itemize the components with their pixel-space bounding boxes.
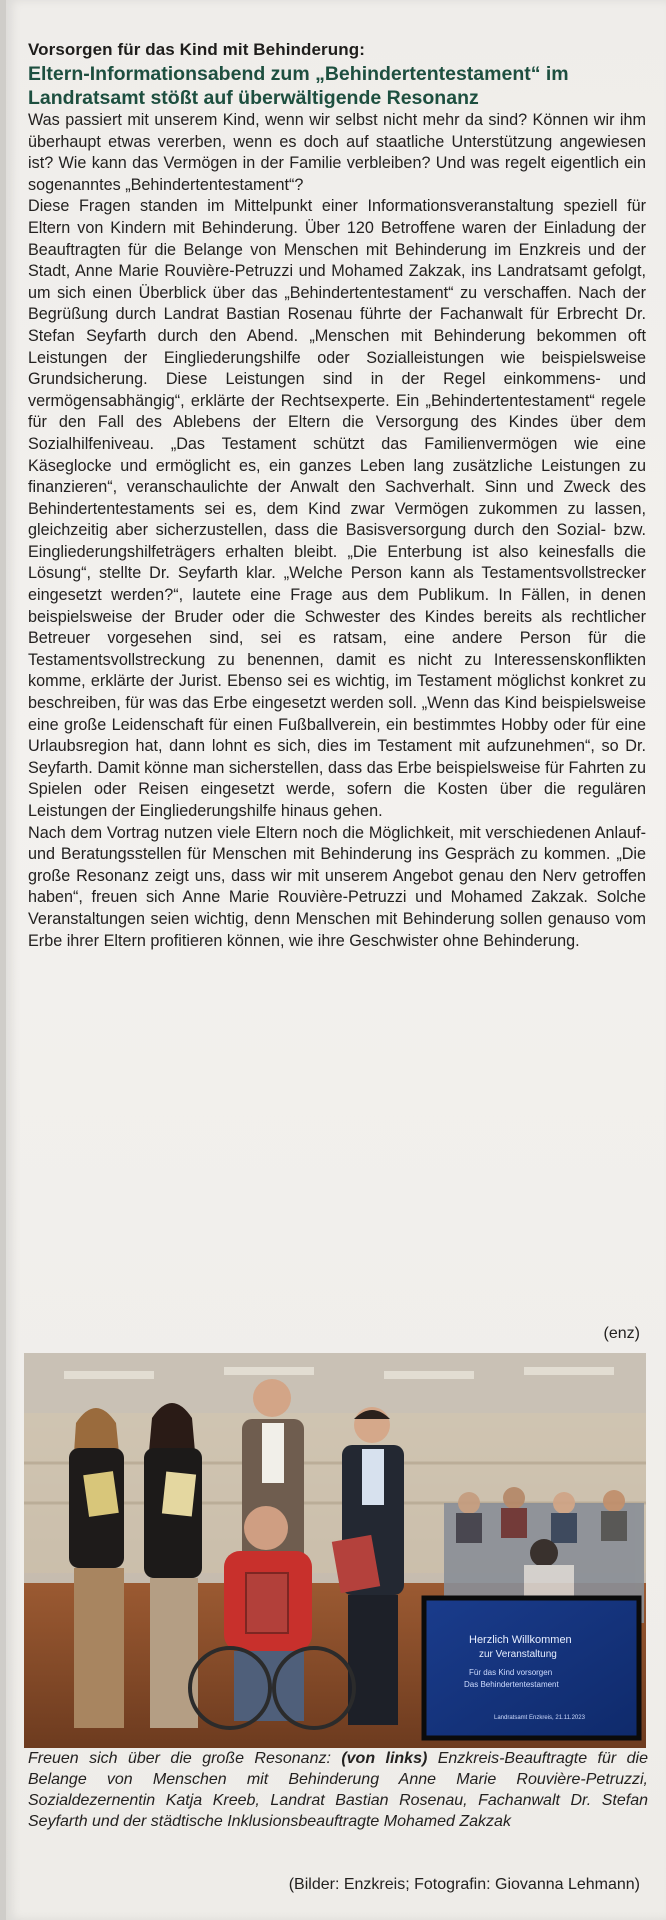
article-paragraph-main: Diese Fragen standen im Mittelpunkt einer Informationsveranstaltung speziell für Eltern von Kindern mit Behinderung. Über 120 Betroffene waren der Einladung der Beauftragten für die Belange von Menschen mit Behinderung im Enzkreis und der Stadt, Anne Marie Rouvière-Petruzzi und Mohamed Zakzak, ins Landratsamt gefolgt, um sich einen Überblick über das „Behindertentestament“ zu verschaffen. Nach der Begrüßung durch Landrat Bastian Rosenau führte der Fachanwalt für Erbrecht Dr. Stefan Seyfarth durch den Abend. „Menschen mit Behinderung bekommen oft Leistungen der Eingliederungshilfe oder Sozialleistungen wie beispielsweise Grundsicherung. Diese Leistungen sind in der Regel einkommens- und vermögensabhängig“, erklärte der Rechtsexperte. Ein „Behindertentestament“ regele für den Fall des Ablebens der Eltern die Versorgung des Kindes über dem Sozialhilfeniveau. „Das Testament schützt das Familienvermögen wie eine Käseglocke und ermöglicht es, ein ganzes Leben lang zusätzliche Leistungen zu finanzieren“, veranschaulichte der Anwalt den Sachverhalt. Sinn und Zweck des Behindertentestaments sei es, dem Kind zwar Vermögen zukommen zu lassen, gleichzeitig aber sicherzustellen, dass die Basisversorgung durch den Sozial- bzw. Eingliederungshilfeträgers erhalten bleibt. „Die Enterbung ist also keinesfalls die Lösung“, stellte Dr. Seyfarth klar. „Welche Person kann als Testamentsvollstrecker eingesetzt werden?“, lautete eine Frage aus dem Publikum. In Fällen, in denen beispielsweise der Bruder oder die Schwester des Kindes bereits als rechtlicher Betreuer vorgesehen sind, sei es ratsam, eine andere Person für die Testamentsvollstreckung zu benennen, damit es nicht zu Interessenskonflikten komme, erklärte der Jurist. Ebenso sei es wichtig, im Testament möglichst konkret zu beschreiben, für was das Erbe eingesetzt werden soll. „Wenn das Kind beispielsweise eine große Leidenschaft für einen Fußballverein, ein bestimmtes Hobby oder für eine Urlaubsregion hat, dann lohnt es sich, dies im Testament mit aufzunehmen“, so Dr. Seyfarth. Damit könne man sicherstellen, dass das Erbe beispielsweise für Fahrten zu Spielen oder Reisen eingesetzt werde, sofern die Kosten über die regulären Leistungen der Eingliederungshilfe hinaus gehen. — [28, 197, 646, 820]
article-byline: (enz) — [603, 1325, 640, 1342]
article-body — [28, 110, 646, 952]
caption-emphasis: (von links) — [341, 1750, 428, 1767]
screen-subtitle-line1: Für das Kind vorsorgen — [469, 1668, 553, 1677]
newspaper-page — [6, 0, 666, 1920]
caption-lead: Freuen sich über die große Resonanz: — [28, 1750, 342, 1767]
screen-footer: Landratsamt Enzkreis, 21.11.2023 — [494, 1715, 585, 1721]
screen-subtitle-line2: Das Behindertentestament — [464, 1680, 559, 1689]
article-paragraph-intro: Was passiert mit unserem Kind, wenn wir selbst nicht mehr da sind? Können wir ihm überhaupt etwas vererben, wenn es doch auf staatliche Unterstützung angewiesen ist? Wie kann das Vermögen in der Familie verbleiben? Und was regelt eigentlich ein sogenanntes „Behindertentestament“? — [28, 111, 646, 194]
event-photo-illustration — [24, 1353, 646, 1748]
article-headline: Eltern-Informationsabend zum „Behindertentestament“ im Landratsamt stößt auf überwältigende Resonanz — [28, 63, 569, 109]
article-paragraph-closing: Nach dem Vortrag nutzen viele Eltern noch die Möglichkeit, mit verschiedenen Anlauf- und Beratungsstellen für Menschen mit Behinderung ins Gespräch zu kommen. „Die große Resonanz zeigt uns, dass wir mit unserem Angebot genau den Nerv getroffen haben“, freuen sich Anne Marie Rouvière-Petruzzi und Mohamed Zakzak. Solche Veranstaltungen seien wichtig, denn Menschen mit Behinderung sollen genauso vom Erbe ihrer Eltern profitieren können, wie ihre Geschwister ohne Behinderung. — [28, 823, 646, 950]
article-kicker: Vorsorgen für das Kind mit Behinderung: — [28, 40, 365, 59]
event-photo — [24, 1353, 646, 1748]
screen-title-line2: zur Veranstaltung — [479, 1649, 557, 1660]
photo-caption — [28, 1748, 648, 1832]
caption-text: Enzkreis-Beauftragte für die Belange von Menschen mit Behinderung Anne Marie Rouvière-Petruzzi, Sozialdezernentin Katja Kreeb, Landrat Bastian Rosenau, Fachanwalt Dr. Stefan Seyfarth und der städtische Inklusionsbeauftragte Mohamed Zakzak — [28, 1750, 648, 1830]
screen-title-line1: Herzlich Willkommen — [469, 1634, 572, 1646]
photo-credit: (Bilder: Enzkreis; Fotografin: Giovanna Lehmann) — [288, 1876, 640, 1893]
